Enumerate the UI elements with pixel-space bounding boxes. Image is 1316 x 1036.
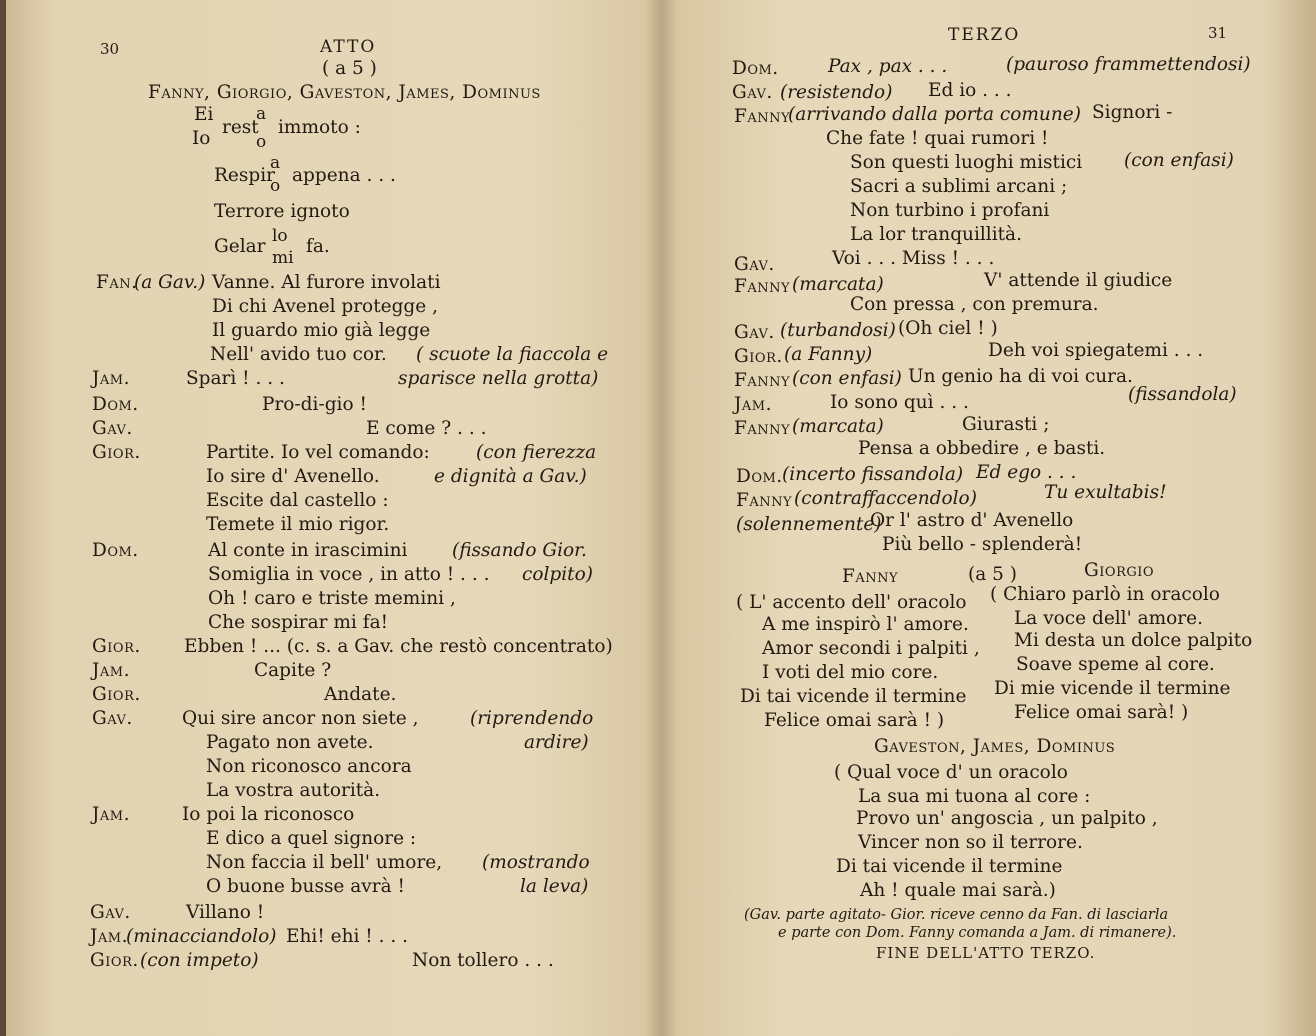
verse-line: Partite. Io vel comando: [206,442,430,463]
stage-direction: e dignità a Gav.) [434,466,587,487]
page-header: TERZO [948,25,1021,45]
verse-line: Io sono quì . . . [830,392,969,413]
stage-direction: (Gav. parte agitato- Gior. riceve cenno da Fan. di lasciarla [744,907,1169,923]
verse-line: appena . . . [292,165,396,186]
verse-line: Che sospirar mi fa! [208,612,389,633]
verse-line: E come ? . . . [366,418,487,439]
verse-line: Non riconosco ancora [206,756,412,777]
act-end: FINE DELL'ATTO TERZO. [876,944,1096,962]
page-number: 31 [1208,24,1228,42]
verse-line: Qui sire ancor non siete , [182,708,419,729]
stage-direction: (marcata) [792,416,884,437]
variant-letter: a [270,153,281,173]
verse-line: Oh ! caro e triste memini , [208,588,456,609]
stage-direction: (pauroso frammettendosi) [1006,54,1251,75]
stage-direction: colpito) [522,564,593,585]
verse-line: Sparì ! . . . [186,368,285,389]
verse-line: Mi desta un dolce palpito [1014,630,1253,651]
stage-direction: ardire) [524,732,589,753]
verse-line: Pensa a obbedire , e basti. [858,438,1106,459]
stage-direction: (turbandosi) [780,320,896,341]
stage-direction: ( a 5 ) [322,58,377,79]
verse-line: Con pressa , con premura. [850,294,1099,315]
speaker: Fanny [734,370,791,391]
verse-line: fa. [306,236,330,257]
verse-line: Pro-di-gio ! [262,394,367,415]
verse-line: Vanne. Al furore involati [212,272,441,293]
speaker: Gav. [732,82,773,103]
speaker: Gav. [734,322,775,343]
page-number: 30 [100,40,120,58]
speaker: Giorgio [1084,560,1155,581]
speaker: Gior. [92,636,141,657]
verse-line: Più bello - splenderà! [882,534,1083,555]
verse-line: Respir [214,165,275,186]
stage-direction: (incerto fissandola) [782,464,964,485]
verse-line: Di tai vicende il termine [740,686,967,707]
speaker: Fanny [734,418,791,439]
verse-line: ( Chiaro parlò in oracolo [990,584,1220,605]
verse-line: immoto : [278,117,361,138]
verse-line: Io poi la riconosco [182,804,355,825]
variant-letter: mi [272,248,294,268]
speaker: Fanny [842,566,899,587]
stage-direction: (con enfasi) [792,368,902,389]
speaker: Jam. [92,660,130,681]
verse-line: Di chi Avenel protegge , [212,296,438,317]
verse-line: Pax , pax . . . [828,56,948,77]
verse-line: Ed io . . . [928,80,1012,101]
verse-line: Gelar [214,236,266,257]
speaker: Dom. [92,540,139,561]
stage-direction: la leva) [520,876,589,897]
verse-line: Il guardo mio già legge [212,320,431,341]
speaker: Fanny [736,490,793,511]
stage-direction: (a Fanny) [784,344,873,365]
verse-line: Or l' astro d' Avenello [870,510,1074,531]
verse-line: Capite ? [254,660,332,681]
stage-direction: (resistendo) [780,82,893,103]
verse-line: Pagato non avete. [206,732,374,753]
verse-line: Che fate ! quai rumori ! [826,128,1049,149]
character-list: Gaveston, James, Dominus [874,736,1116,757]
speaker: Gav. [90,902,131,923]
verse-line: Ah ! quale mai sarà.) [860,880,1056,901]
verse-line: Villano ! [186,902,265,923]
speaker: Jam. [92,804,130,825]
verse-line: Di tai vicende il termine [836,856,1063,877]
speaker: Jam. [90,926,128,947]
speaker: Gav. [92,418,133,439]
stage-direction: (a 5 ) [968,564,1017,585]
verse-line: Somiglia in voce , in atto ! . . . [208,564,490,585]
verse-line: Di mie vicende il termine [994,678,1231,699]
stage-direction: (fissandola) [1128,384,1237,405]
stage-direction: (riprendendo [470,708,594,729]
speaker: Fanny [734,276,791,297]
verse-line: La vostra autorità. [206,780,381,801]
verse-line: Al conte in irascimini [208,540,408,561]
verse-line: Ebben ! ... (c. s. a Gav. che restò concentrato) [184,636,613,657]
verse-line: Non faccia il bell' umore, [206,852,443,873]
speaker: Jam. [734,394,772,415]
verse-line: Felice omai sarà! ) [1014,702,1189,723]
verse-line: Nell' avido tuo cor. [210,344,387,365]
stage-direction: ( scuote la fiaccola e [416,344,609,365]
variant-letter: a [256,104,267,124]
stage-direction: (a Gav.) [134,272,206,293]
speaker: Gav. [734,254,775,275]
verse-line: Io sire d' Avenello. [206,466,380,487]
verse-line: Signori - [1092,102,1173,123]
stage-direction: sparisce nella grotta) [398,368,599,389]
speaker: Gior. [92,684,141,705]
verse-line: Escite dal castello : [206,490,389,511]
verse-line: Sacri a sublimi arcani ; [850,176,1068,197]
page-header: ATTO [320,37,377,57]
speaker: Gior. [734,346,783,367]
verse-line: rest [222,117,259,138]
stage-direction: (fissando Gior. [452,540,587,561]
speaker: Dom. [736,466,783,487]
stage-direction: (marcata) [792,274,884,295]
speaker: Dom. [92,394,139,415]
speaker: Gav. [92,708,133,729]
verse-line: Soave speme al core. [1016,654,1215,675]
verse-line: Ehi! ehi ! . . . [286,926,409,947]
verse-line: O buone busse avrà ! [206,876,405,897]
stage-direction: (arrivando dalla porta comune) [788,104,1081,125]
verse-line: Amor secondi i palpiti , [762,638,980,659]
speaker: Fan. [96,272,138,293]
verse-line: Voi . . . Miss ! . . . [832,248,995,269]
verse-line: Tu exultabis! [1044,482,1167,503]
variant-letter: lo [272,226,288,246]
verse-line: Non tollero . . . [412,950,554,971]
verse-line: Son questi luoghi mistici [850,152,1083,173]
verse-line: E dico a quel signore : [206,828,417,849]
verse-line: Temete il mio rigor. [206,514,390,535]
verse-line: Un genio ha di voi cura. [908,366,1133,387]
left-page [0,0,655,1036]
verse-line: Deh voi spiegatemi . . . [988,340,1204,361]
variant-letter: o [270,176,281,196]
verse-line: ( Qual voce d' un oracolo [834,762,1068,783]
speaker: Gior. [90,950,139,971]
stage-direction: (contraffaccendolo) [794,488,977,509]
stage-direction: (solennemente) [736,514,882,535]
verse-line: Provo un' angoscia , un palpito , [856,808,1158,829]
verse-line: La sua mi tuona al core : [858,786,1091,807]
variant-letter: o [256,132,267,152]
verse-line: Terrore ignoto [214,201,350,222]
speaker: Jam. [92,368,130,389]
stage-direction: (con enfasi) [1124,150,1234,171]
stage-direction: (minacciandolo) [126,926,277,947]
verse-line: Ed ego . . . [976,462,1077,483]
verse-line: Felice omai sarà ! ) [764,710,945,731]
verse-line: La lor tranquillità. [850,224,1022,245]
speaker: Fanny [734,106,791,127]
verse-line: Andate. [324,684,397,705]
verse-line: Vincer non so il terrore. [858,832,1083,853]
stage-direction: (con fierezza [476,442,597,463]
verse-line: Giurasti ; [962,414,1050,435]
right-page [660,0,1316,1036]
stage-direction: (mostrando [482,852,590,873]
speaker: Dom. [732,58,779,79]
stage-direction: e parte con Dom. Fanny comanda a Jam. di rimanere). [778,925,1177,941]
verse-line: A me inspirò l' amore. [762,614,969,635]
verse-line: La voce dell' amore. [1014,608,1203,629]
verse-line: I voti del mio core. [762,662,939,683]
verse-line: V' attende il giudice [984,270,1173,291]
verse-line: ( L' accento dell' oracolo [736,592,967,613]
character-list: Fanny, Giorgio, Gaveston, James, Dominus [148,82,541,103]
stage-direction: (con impeto) [140,950,259,971]
verse-line: Io [192,128,211,149]
verse-line: (Oh ciel ! ) [898,318,998,339]
verse-line: Non turbino i profani [850,200,1050,221]
verse-line: Ei [194,104,214,125]
speaker: Gior. [92,442,141,463]
